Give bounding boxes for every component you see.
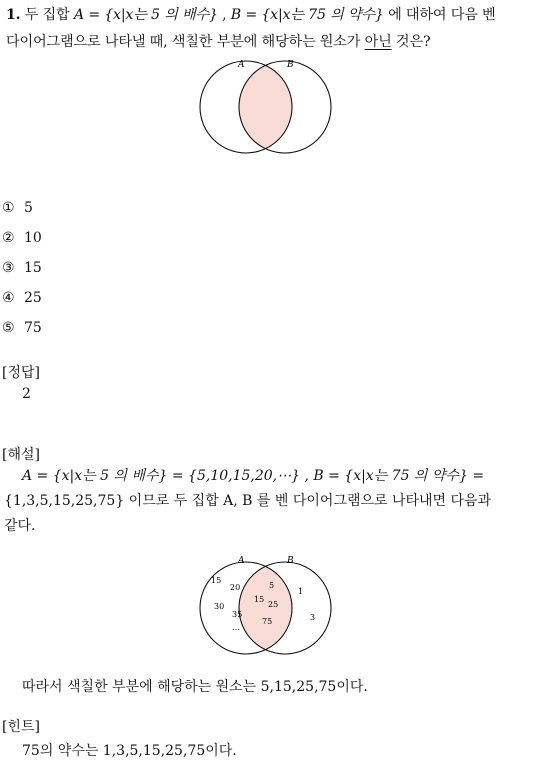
question-line-2: 다이어그램으로 나타낼 때, 색칠한 부분에 해당하는 원소가 아닌 것은?	[6, 34, 431, 50]
venn2-label-b: B	[287, 556, 294, 566]
venn-diagram-explanation	[196, 552, 338, 658]
element-a-only: 20	[230, 583, 241, 592]
choice-4[interactable]: ④ 25	[2, 290, 42, 306]
question-line-1: 1. 두 집합 A = {x|x는 5 의 배수} , B = {x|x는 75 의 약수} 에 대하여 다음 벤	[6, 7, 496, 23]
element-intersection: 15	[254, 595, 265, 604]
choice-3[interactable]: ③ 15	[2, 260, 42, 276]
venn1-label-b: B	[287, 60, 294, 70]
element-a-only: …	[232, 623, 240, 632]
element-intersection: 5	[269, 581, 275, 590]
element-a-only: 30	[214, 602, 225, 611]
element-a-only: 15	[211, 576, 222, 585]
explanation-line-2: {1,3,5,15,25,75} 이므로 두 집합 A, B 를 벤 다이어그램으로 나타내면 다음과	[4, 493, 492, 509]
set-a-definition: A = {x|x는 5 의 배수}	[73, 7, 218, 23]
question-number: 1.	[6, 7, 21, 23]
venn2-label-a: A	[238, 556, 245, 566]
explanation-conclusion: 따라서 색칠한 부분에 해당하는 원소는 5,15,25,75이다.	[22, 679, 368, 695]
explanation-label: [해설]	[2, 447, 40, 463]
hint-label: [힌트]	[2, 719, 40, 735]
explanation-line-3: 같다.	[4, 518, 36, 534]
choice-2[interactable]: ② 10	[2, 230, 42, 246]
set-b-definition: B = {x|x는 75 의 약수}	[230, 7, 384, 23]
venn1-label-a: A	[238, 60, 245, 70]
underlined-word: 아닌	[364, 34, 392, 50]
element-intersection: 25	[268, 600, 279, 609]
element-intersection: 75	[262, 617, 273, 626]
venn-diagram-question	[196, 58, 338, 158]
explanation-line-1: A = {x|x는 5 의 배수} = {5,10,15,20,⋯} , B = {x|x는 75 의 약수} =	[22, 468, 485, 484]
choice-1[interactable]: ① 5	[2, 200, 33, 216]
element-b-only: 3	[310, 613, 316, 622]
question-text	[6, 2, 531, 56]
choice-5[interactable]: ⑤ 75	[2, 320, 42, 336]
element-a-only: 35	[232, 610, 243, 619]
hint-text: 75의 약수는 1,3,5,15,25,75이다.	[22, 743, 237, 759]
answer-value: 2	[22, 386, 31, 402]
explanation-text	[4, 464, 532, 539]
element-b-only: 1	[298, 587, 304, 596]
answer-label: [정답]	[2, 365, 40, 381]
